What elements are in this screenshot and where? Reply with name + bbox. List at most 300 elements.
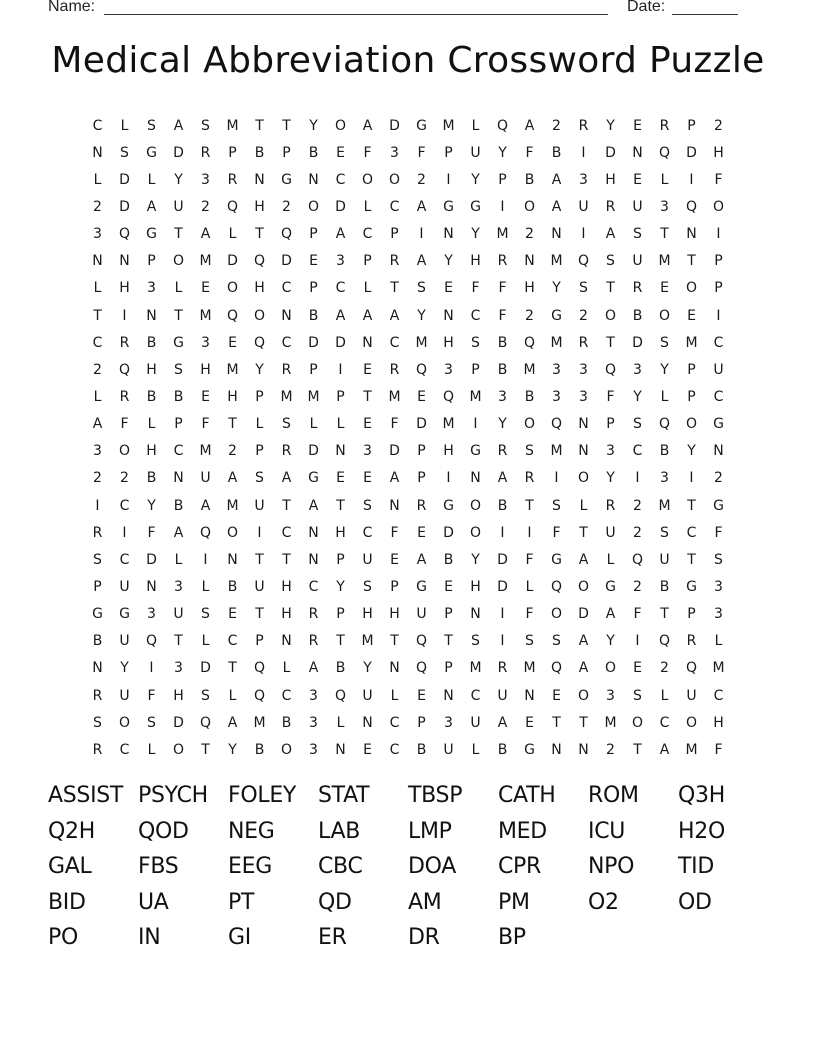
grid-letter: N: [119, 253, 130, 270]
grid-letter: A: [173, 524, 184, 541]
grid-letter: P: [444, 660, 453, 677]
grid-letter: R: [416, 497, 427, 514]
grid-letter: R: [497, 253, 508, 270]
grid-letter: 2: [120, 470, 129, 487]
grid-letter: T: [255, 117, 264, 134]
grid-letter: P: [417, 714, 426, 731]
grid-letter: D: [389, 443, 400, 460]
grid-letter: L: [606, 551, 615, 568]
grid-letter: E: [309, 253, 318, 270]
grid-letter: Q: [118, 226, 131, 243]
grid-letter: L: [93, 171, 102, 188]
grid-letter: L: [255, 416, 264, 433]
grid-letter: G: [281, 171, 292, 188]
grid-letter: S: [633, 226, 642, 243]
grid-letter: B: [146, 388, 157, 405]
grid-letter: O: [604, 307, 617, 324]
grid-letter: U: [362, 551, 373, 568]
grid-letter: M: [388, 388, 401, 405]
grid-letter: 2: [714, 470, 723, 487]
grid-letter: M: [658, 497, 671, 514]
grid-letter: 3: [174, 660, 183, 677]
grid-letter: Q: [253, 660, 266, 677]
grid-letter: A: [497, 714, 508, 731]
grid-letter: C: [713, 334, 724, 351]
grid-letter: P: [309, 226, 318, 243]
grid-letter: R: [281, 443, 292, 460]
grid-letter: T: [660, 226, 669, 243]
word-bank-item: ICU: [588, 818, 626, 844]
grid-letter: I: [581, 144, 586, 161]
grid-letter: 2: [93, 198, 102, 215]
grid-letter: O: [523, 416, 536, 433]
grid-letter: 3: [660, 198, 669, 215]
grid-letter: I: [257, 524, 262, 541]
grid-letter: R: [524, 470, 535, 487]
grid-letter: Q: [550, 416, 563, 433]
word-bank-item: LMP: [408, 818, 452, 844]
word-bank-item: ER: [318, 925, 347, 950]
grid-letter: B: [281, 714, 292, 731]
grid-letter: I: [419, 226, 424, 243]
grid-letter: B: [524, 171, 535, 188]
grid-letter: B: [173, 497, 184, 514]
grid-letter: D: [173, 714, 184, 731]
grid-letter: O: [577, 578, 590, 595]
word-bank-item: DOA: [408, 854, 457, 879]
grid-letter: N: [713, 443, 724, 460]
grid-letter: F: [147, 524, 156, 541]
grid-letter: 2: [633, 578, 642, 595]
grid-letter: F: [471, 280, 480, 297]
grid-letter: H: [470, 578, 481, 595]
grid-letter: U: [470, 714, 481, 731]
word-bank-item: Q3H: [678, 783, 725, 808]
header-line: [48, 0, 748, 20]
grid-letter: 3: [552, 388, 561, 405]
grid-letter: M: [280, 388, 293, 405]
grid-letter: 3: [579, 388, 588, 405]
word-bank-item: H2O: [678, 818, 725, 844]
grid-letter: P: [255, 443, 264, 460]
grid-letter: C: [281, 524, 292, 541]
grid-letter: B: [146, 470, 157, 487]
grid-letter: F: [498, 307, 507, 324]
grid-letter: A: [605, 606, 616, 623]
grid-letter: E: [336, 470, 345, 487]
grid-letter: N: [227, 551, 238, 568]
word-bank-item: EEG: [228, 854, 272, 879]
grid-letter: L: [471, 741, 480, 758]
grid-letter: U: [254, 578, 265, 595]
grid-letter: Q: [415, 660, 428, 677]
grid-letter: B: [524, 388, 535, 405]
grid-letter: F: [147, 687, 156, 704]
word-bank-item: PSYCH: [138, 783, 208, 808]
grid-letter: M: [442, 117, 455, 134]
grid-letter: Y: [552, 280, 561, 297]
grid-letter: L: [660, 687, 669, 704]
grid-letter: Q: [496, 117, 509, 134]
grid-letter: S: [147, 714, 156, 731]
grid-letter: E: [228, 606, 237, 623]
word-bank-item: GI: [228, 925, 251, 950]
grid-letter: C: [281, 687, 292, 704]
grid-letter: M: [253, 714, 266, 731]
grid-letter: N: [389, 497, 400, 514]
grid-letter: I: [689, 470, 694, 487]
grid-letter: A: [497, 470, 508, 487]
grid-letter: C: [92, 117, 103, 134]
grid-letter: D: [227, 253, 238, 270]
grid-letter: L: [201, 633, 210, 650]
grid-letter: 3: [714, 606, 723, 623]
grid-letter: Q: [253, 334, 266, 351]
grid-letter: 2: [579, 307, 588, 324]
grid-letter: H: [443, 334, 454, 351]
grid-letter: U: [713, 361, 724, 378]
grid-letter: L: [147, 741, 156, 758]
grid-letter: A: [578, 660, 589, 677]
grid-letter: L: [363, 280, 372, 297]
word-bank-item: OD: [678, 889, 712, 915]
grid-letter: D: [335, 334, 346, 351]
grid-letter: 3: [309, 741, 318, 758]
grid-letter: D: [146, 551, 157, 568]
grid-letter: R: [92, 687, 103, 704]
grid-letter: A: [146, 198, 157, 215]
grid-letter: B: [443, 551, 454, 568]
word-bank-item: PM: [498, 889, 530, 915]
grid-letter: I: [473, 416, 478, 433]
grid-letter: 3: [363, 443, 372, 460]
grid-letter: B: [308, 307, 319, 324]
grid-letter: U: [173, 198, 184, 215]
grid-letter: O: [361, 171, 374, 188]
grid-letter: C: [389, 714, 400, 731]
grid-letter: T: [282, 497, 291, 514]
word-bank-item: IN: [138, 925, 161, 950]
grid-letter: U: [443, 741, 454, 758]
grid-letter: O: [550, 606, 563, 623]
grid-letter: A: [551, 171, 562, 188]
grid-letter: C: [119, 497, 130, 514]
grid-letter: N: [524, 687, 535, 704]
grid-letter: U: [119, 578, 130, 595]
grid-letter: Y: [228, 741, 237, 758]
grid-letter: T: [255, 226, 264, 243]
grid-letter: T: [606, 280, 615, 297]
grid-letter: O: [712, 198, 725, 215]
grid-letter: 2: [552, 117, 561, 134]
grid-letter: L: [120, 117, 129, 134]
grid-letter: M: [415, 334, 428, 351]
grid-letter: P: [93, 578, 102, 595]
grid-letter: R: [308, 633, 319, 650]
grid-letter: Y: [606, 470, 615, 487]
grid-letter: D: [335, 198, 346, 215]
grid-letter: F: [714, 524, 723, 541]
grid-letter: Y: [498, 416, 507, 433]
grid-letter: G: [713, 497, 724, 514]
word-bank-item: QD: [318, 889, 352, 915]
grid-letter: A: [389, 470, 400, 487]
grid-letter: S: [174, 361, 183, 378]
grid-letter: T: [660, 606, 669, 623]
grid-letter: Y: [633, 388, 642, 405]
grid-letter: R: [200, 144, 211, 161]
grid-letter: T: [687, 551, 696, 568]
grid-letter: C: [362, 524, 373, 541]
grid-letter: M: [442, 416, 455, 433]
grid-letter: M: [226, 361, 239, 378]
grid-letter: E: [633, 171, 642, 188]
grid-letter: B: [92, 633, 103, 650]
grid-letter: L: [147, 416, 156, 433]
grid-letter: N: [362, 714, 373, 731]
grid-letter: P: [255, 388, 264, 405]
grid-letter: O: [604, 660, 617, 677]
grid-letter: 3: [633, 361, 642, 378]
grid-letter: O: [685, 416, 698, 433]
grid-letter: 3: [309, 714, 318, 731]
grid-letter: U: [659, 551, 670, 568]
grid-letter: A: [524, 117, 535, 134]
grid-letter: B: [497, 497, 508, 514]
grid-letter: N: [335, 443, 346, 460]
grid-letter: F: [525, 606, 534, 623]
grid-letter: S: [363, 578, 372, 595]
grid-letter: F: [525, 551, 534, 568]
word-bank-item: GAL: [48, 854, 92, 879]
word-bank-item: LAB: [318, 818, 361, 844]
grid-letter: Y: [336, 578, 345, 595]
grid-letter: N: [551, 226, 562, 243]
grid-letter: P: [498, 171, 507, 188]
grid-letter: B: [551, 144, 562, 161]
grid-letter: L: [93, 280, 102, 297]
word-bank-item: TID: [678, 854, 714, 879]
grid-letter: T: [174, 307, 183, 324]
grid-letter: H: [146, 361, 157, 378]
grid-letter: B: [335, 660, 346, 677]
grid-letter: A: [551, 198, 562, 215]
word-bank-item: PT: [228, 889, 255, 915]
grid-letter: F: [606, 388, 615, 405]
grid-letter: 3: [579, 361, 588, 378]
grid-letter: A: [362, 307, 373, 324]
grid-letter: R: [227, 171, 238, 188]
grid-letter: D: [389, 117, 400, 134]
grid-letter: 2: [417, 171, 426, 188]
word-bank-item: BP: [498, 925, 526, 950]
grid-letter: U: [578, 198, 589, 215]
grid-letter: I: [122, 524, 127, 541]
grid-letter: S: [363, 497, 372, 514]
grid-letter: P: [309, 280, 318, 297]
grid-letter: P: [309, 361, 318, 378]
grid-letter: U: [254, 497, 265, 514]
grid-letter: G: [551, 551, 562, 568]
grid-letter: N: [578, 741, 589, 758]
name-label: Name:: [48, 0, 96, 15]
grid-letter: P: [471, 361, 480, 378]
grid-letter: C: [389, 741, 400, 758]
grid-letter: E: [633, 117, 642, 134]
grid-letter: Y: [147, 497, 156, 514]
grid-letter: 2: [93, 361, 102, 378]
grid-letter: H: [605, 171, 616, 188]
grid-letter: N: [578, 416, 589, 433]
grid-letter: O: [118, 714, 131, 731]
grid-letter: 3: [714, 578, 723, 595]
grid-letter: G: [443, 497, 454, 514]
grid-letter: L: [471, 117, 480, 134]
grid-letter: E: [633, 660, 642, 677]
grid-letter: Y: [606, 117, 615, 134]
grid-letter: Q: [226, 307, 239, 324]
grid-letter: B: [497, 334, 508, 351]
grid-letter: O: [631, 714, 644, 731]
grid-letter: P: [174, 416, 183, 433]
grid-letter: T: [444, 633, 453, 650]
grid-letter: S: [606, 253, 615, 270]
grid-letter: A: [200, 497, 211, 514]
grid-letter: C: [470, 687, 481, 704]
grid-letter: L: [93, 388, 102, 405]
grid-letter: F: [201, 416, 210, 433]
grid-letter: E: [525, 714, 534, 731]
grid-letter: O: [172, 741, 185, 758]
grid-letter: D: [173, 144, 184, 161]
grid-letter: Q: [685, 198, 698, 215]
grid-letter: U: [605, 524, 616, 541]
grid-letter: R: [308, 606, 319, 623]
grid-letter: F: [714, 741, 723, 758]
grid-letter: R: [92, 524, 103, 541]
grid-letter: U: [497, 687, 508, 704]
grid-letter: C: [335, 171, 346, 188]
grid-letter: H: [254, 280, 265, 297]
grid-letter: Q: [604, 361, 617, 378]
grid-letter: S: [714, 551, 723, 568]
grid-letter: I: [635, 470, 640, 487]
grid-letter: 3: [93, 226, 102, 243]
grid-letter: B: [227, 578, 238, 595]
grid-letter: Q: [577, 253, 590, 270]
grid-letter: A: [227, 714, 238, 731]
grid-letter: D: [443, 524, 454, 541]
grid-letter: P: [390, 226, 399, 243]
grid-letter: R: [497, 660, 508, 677]
grid-letter: H: [281, 606, 292, 623]
grid-letter: I: [446, 171, 451, 188]
grid-letter: 2: [633, 524, 642, 541]
grid-letter: D: [632, 334, 643, 351]
grid-letter: E: [390, 551, 399, 568]
grid-letter: A: [416, 253, 427, 270]
grid-letter: 2: [93, 470, 102, 487]
grid-letter: G: [308, 470, 319, 487]
grid-letter: L: [147, 171, 156, 188]
grid-letter: N: [92, 660, 103, 677]
grid-letter: H: [470, 253, 481, 270]
grid-letter: I: [716, 307, 721, 324]
grid-letter: E: [363, 361, 372, 378]
grid-letter: C: [119, 551, 130, 568]
word-bank-item: BID: [48, 889, 86, 915]
grid-letter: R: [605, 198, 616, 215]
word-bank-item: TBSP: [408, 783, 463, 808]
grid-letter: C: [227, 633, 238, 650]
grid-letter: M: [658, 253, 671, 270]
grid-letter: O: [685, 280, 698, 297]
grid-letter: M: [604, 714, 617, 731]
grid-letter: L: [336, 416, 345, 433]
grid-letter: C: [281, 280, 292, 297]
grid-letter: N: [443, 226, 454, 243]
grid-letter: H: [524, 280, 535, 297]
word-bank-item: PO: [48, 925, 78, 950]
grid-letter: A: [308, 660, 319, 677]
grid-letter: F: [390, 416, 399, 433]
grid-letter: 3: [552, 361, 561, 378]
grid-letter: A: [92, 416, 103, 433]
grid-letter: B: [632, 307, 643, 324]
grid-letter: G: [686, 578, 697, 595]
grid-letter: C: [92, 334, 103, 351]
grid-letter: T: [174, 226, 183, 243]
grid-letter: T: [363, 388, 372, 405]
grid-letter: R: [497, 443, 508, 460]
grid-letter: E: [417, 388, 426, 405]
word-bank-item: O2: [588, 889, 619, 915]
grid-letter: M: [469, 660, 482, 677]
grid-letter: E: [228, 334, 237, 351]
word-bank-item: FOLEY: [228, 783, 297, 808]
grid-letter: S: [201, 687, 210, 704]
grid-letter: R: [389, 253, 400, 270]
grid-letter: L: [201, 578, 210, 595]
grid-letter: B: [254, 144, 265, 161]
word-bank-item: QOD: [138, 818, 189, 844]
grid-letter: D: [308, 334, 319, 351]
grid-letter: S: [93, 551, 102, 568]
grid-letter: R: [119, 388, 130, 405]
grid-letter: T: [633, 741, 642, 758]
grid-letter: N: [92, 253, 103, 270]
grid-letter: N: [686, 226, 697, 243]
grid-letter: S: [471, 633, 480, 650]
grid-letter: Q: [415, 633, 428, 650]
grid-letter: T: [282, 117, 291, 134]
grid-letter: P: [606, 416, 615, 433]
grid-letter: U: [173, 606, 184, 623]
grid-letter: G: [713, 416, 724, 433]
grid-letter: C: [659, 714, 670, 731]
grid-letter: R: [659, 117, 670, 134]
grid-letter: 3: [336, 253, 345, 270]
grid-letter: H: [146, 443, 157, 460]
grid-letter: Q: [199, 714, 212, 731]
grid-letter: I: [554, 470, 559, 487]
grid-letter: T: [606, 334, 615, 351]
grid-letter: I: [527, 524, 532, 541]
grid-letter: E: [363, 741, 372, 758]
grid-letter: B: [497, 741, 508, 758]
grid-letter: Y: [255, 361, 264, 378]
grid-letter: A: [578, 551, 589, 568]
